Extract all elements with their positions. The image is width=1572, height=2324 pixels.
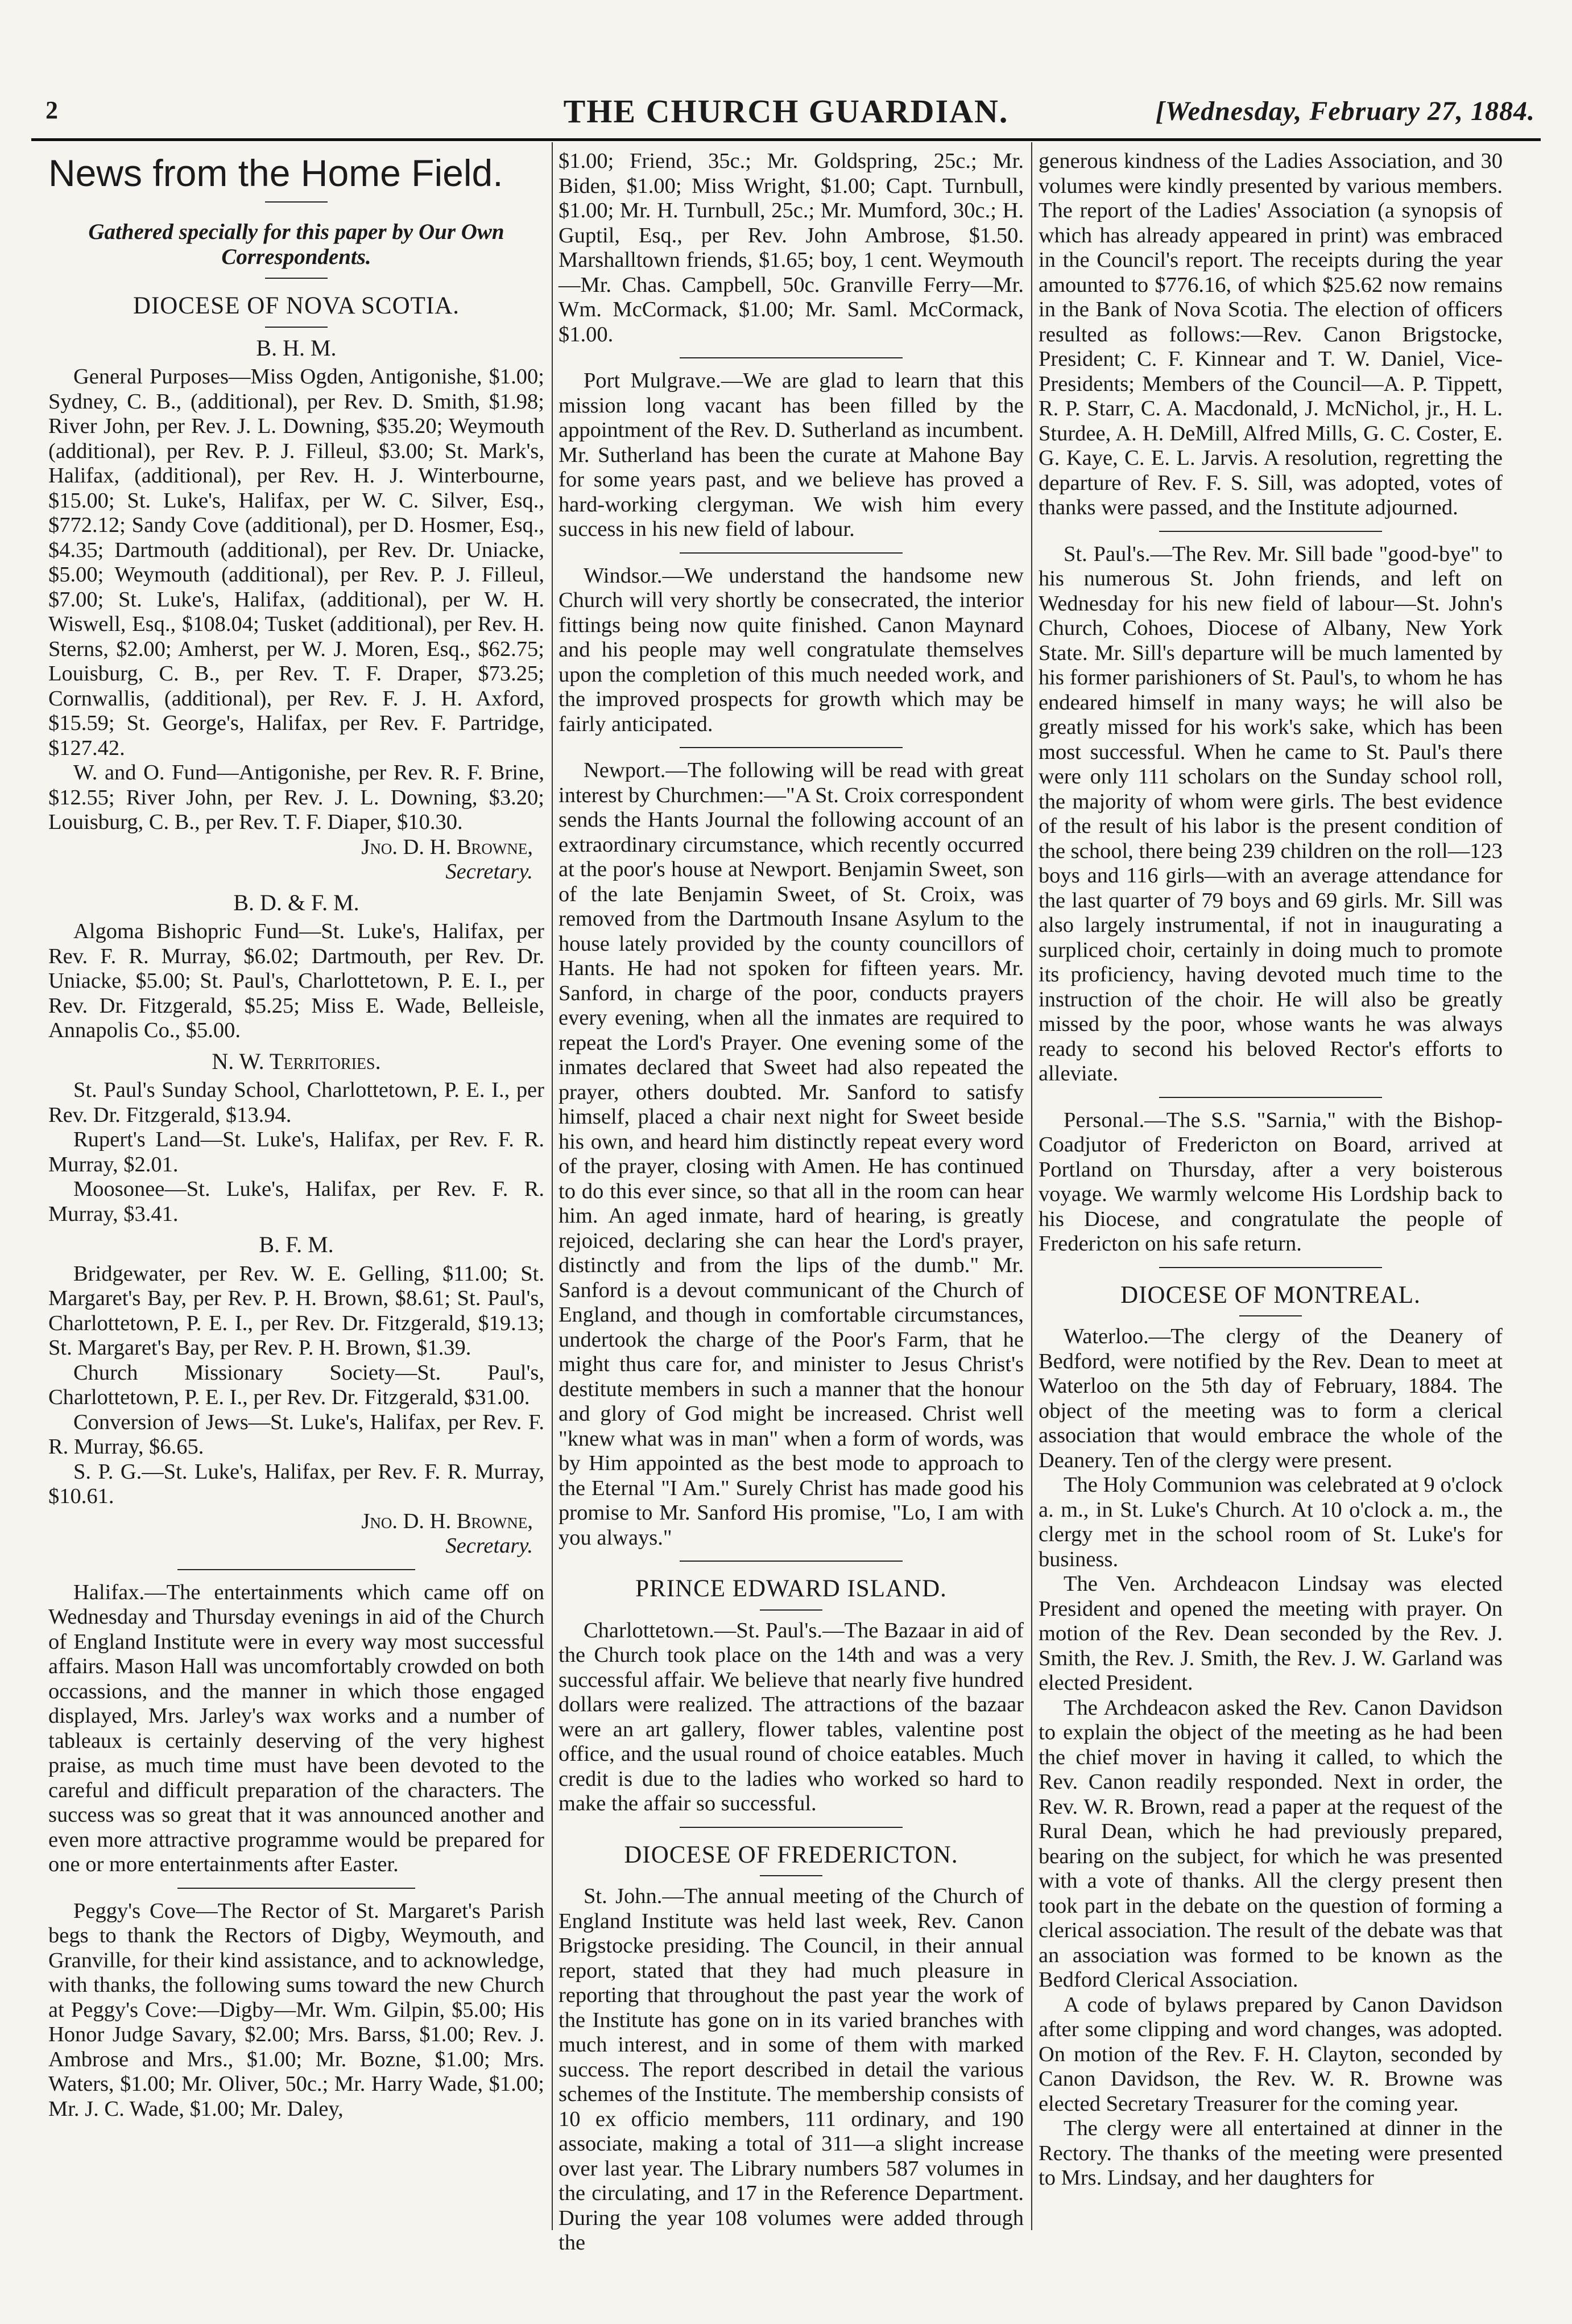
divider (265, 327, 328, 328)
paragraph: The clergy were all entertained at dinner in the Rectory. The thanks of the meeting were presented to Mrs. Lindsay, and her daughters for (1039, 2116, 1503, 2190)
divider (1159, 1097, 1382, 1098)
signature-title: Secretary. (445, 1534, 533, 1558)
paragraph: Halifax.—The entertainments which came off on Wednesday and Thursday evenings in aid of the Church of England Institute were in every way most successful affairs. Mason Hall was uncomfortably crowded on both occassions, and the manner in which those engaged displayed, Mrs. Jarley's wax works and a number of tableaux is certainly deserving of the very highest praise, as much time must have been devoted to the careful and difficult preparation of the characters. The success was so great that it was announced another and even more attractive programme would be prepared for one or more entertainments after Easter. (48, 1580, 544, 1876)
divider (680, 357, 903, 358)
divider (680, 552, 903, 554)
signature: Jno. D. H. Browne, (361, 1509, 533, 1533)
paragraph: General Purposes—Miss Ogden, Antigonishe, $1.00; Sydney, C. B., (additional), per Rev. D. Smith, $1.98; River John, per Rev. J. L. Downing, $35.20; Weymouth (additional), per Rev. P. J. Filleul, $3.00; St. Mark's, Halifax, (additional), per Rev. H. J. Winterbourne, $15.00; St. Luke's, Halifax, per W. C. Silver, Esq., $772.12; Sandy Cove (additional), per D. Hosmer, Esq., $4.35; Dartmouth (additional), per Rev. Dr. Uniacke, $5.00; Weymouth (additional), per Rev. P. J. Filleul, $7.00; St. Luke's, Halifax, (additional), per W. H. Wiswell, Esq., $108.04; Tusket (additional), per Rev. H. Sterns, $2.00; Amherst, per W. J. Moren, Esq., $62.75; Louisburg, C. B., per Rev. T. F. Draper, $73.25; Cornwallis, (additional), per Rev. F. J. H. Axford, $15.59; St. George's, Halifax, per Rev. F. Partridge, $127.42. (48, 365, 544, 760)
paragraph: Algoma Bishopric Fund—St. Luke's, Halifax, per Rev. F. R. Murray, $6.02; Dartmouth, per Rev. Dr. Uniacke, $5.00; St. Paul's, Charlottetown, P. E. I., per Rev. Dr. Fitzgerald, $5.25; Miss E. Wade, Belleisle, Annapolis Co., $5.00. (48, 919, 544, 1042)
paragraph: Bridgewater, per Rev. W. E. Gelling, $11.00; St. Margaret's Bay, per Rev. P. H. Brown, $8.61; St. Paul's, Charlottetown, P. E. I., per Rev. Dr. Fitzgerald, $19.13; St. Margaret's Bay, per Rev. P. H. Brown, $1.39. (48, 1261, 544, 1360)
divider (177, 1569, 416, 1570)
paragraph: Rupert's Land—St. Luke's, Halifax, per Rev. F. R. Murray, $2.01. (48, 1128, 544, 1177)
paragraph: $1.00; Friend, 35c.; Mr. Goldspring, 25c.; Mr. Biden, $1.00; Miss Wright, $1.00; Capt. Turnbull, $1.00; Mr. H. Turnbull, 25c.; Mr. Mumford, 30c.; H. Guptil, Esq., per Rev. John Ambrose, $1.50. Marshalltown friends, $1.65; boy, 1 cent. Weymouth—Mr. Chas. Campbell, 50c. Granville Ferry—Mr. Wm. McCormack, $1.00; Mr. Saml. McCormack, $1.00. (559, 149, 1024, 346)
divider (1239, 1315, 1302, 1316)
diocese-heading: DIOCESE OF MONTREAL. (1120, 1281, 1421, 1308)
section-title: News from the Home Field. (48, 152, 503, 194)
divider (760, 1875, 822, 1876)
paragraph: A code of bylaws prepared by Canon Davidson after some clipping and word changes, was adopted. On motion of the Rev. F. H. Clayton, seconded by Canon Davidson, the Rev. W. R. Browne was elected Secretary Treasurer for the coming year. (1039, 1992, 1503, 2116)
paragraph: W. and O. Fund—Antigonishe, per Rev. R. F. Brine, $12.55; River John, per Rev. J. L. Downing, $3.20; Louisburg, C. B., per Rev. T. F. Diaper, $10.30. (48, 761, 544, 834)
paragraph: Port Mulgrave.—We are glad to learn that this mission long vacant has been filled by the appointment of the Rev. D. Sutherland as incumbent. Mr. Sutherland has been the curate at Mahone Bay for some years past, and we believe has proved a hard-working clergyman. We wish him every success in his new field of labour. (559, 369, 1024, 541)
page-header (31, 85, 1541, 131)
fund-heading: B. H. M. (256, 335, 337, 361)
divider (265, 201, 328, 203)
divider (1159, 531, 1382, 532)
paragraph: S. P. G.—St. Luke's, Halifax, per Rev. F. R. Murray, $10.61. (48, 1459, 544, 1508)
column-divider (552, 142, 553, 2230)
paragraph: St. John.—The annual meeting of the Church of England Institute was held last week, Rev. Canon Brigstocke presiding. The Council, in their annual report, stated that they had much pleasure in reporting that throughout the past year the work of the Institute has gone on in its varied branches with much interest, and in some of them with marked success. The report described in detail the various schemes of the Institute. The membership consists of 10 ex officio members, 111 ordinary, and 190 associate, making a total of 311—a slight increase over last year. The Library numbers 587 volumes in the circulating, and 17 in the Reference Department. During the year 108 volumes were added through the (559, 1884, 1024, 2255)
paragraph: Personal.—The S.S. "Sarnia," with the Bishop-Coadjutor of Fredericton on Board, arrived at Portland on Thursday, after a very boisterous voyage. We warmly welcome His Lordship back to his Diocese, and congratulate the people of Fredericton on his safe return. (1039, 1108, 1503, 1256)
divider (177, 1888, 416, 1889)
paragraph: Newport.—The following will be read with great interest by Churchmen:—"A St. Croix correspondent sends the Hants Journal the following account of an extraordinary circumstance, which recently occurred at the poor's house at Newport. Benjamin Sweet, son of the late Benjamin Sweet, of St. Croix, was removed from the Dartmouth Insane Asylum to the house lately provided by the county councillors of Hants. He had not spoken for fifteen years. Mr. Sanford, in charge of the poor, conducts prayers every evening, when all the inmates are required to repeat the Lord's Prayer. One evening some of the inmates declared that Sweet had also repeated the prayer, others doubted. Mr. Sanford to satisfy himself, placed a chair next night for Sweet beside his own, and heard him distinctly repeat every word of the prayer, closing with Amen. He has continued to do this ever since, so that all in the room can hear him. An aged inmate, hard of hearing, is greatly rejoiced, declaring she can hear the Lord's prayer, distinctly and from the lips of the dumb." Mr. Sanford is a devout communicant of the Church of England, and though in comfortable circumstances, undertook the charge of the Poor's Farm, that he might thus care for, and minister to Jesus Christ's destitute members in such a manner that the honour and glory of God might be increased. Christ well "knew what was in man" when a form of words, was by Him appointed as the best mode to approach to the Eternal "I Am." Surely Christ has made good his promise to Mr. Sanford His promise, "Lo, I am with you always." (559, 758, 1024, 1550)
paragraph: The Holy Communion was celebrated at 9 o'clock a. m., in St. Luke's Church. At 10 o'clock a. m., the clergy met in the school room of St. Luke's for business. (1039, 1473, 1503, 1571)
divider (265, 278, 328, 279)
paragraph: generous kindness of the Ladies Association, and 30 volumes were kindly presented by various members. The report of the Ladies' Association (a synopsis of which has already appeared in print) was embraced in the Council's report. The receipts during the year amounted to $776.16, of which $25.62 now remains in the Bank of Nova Scotia. The election of officers resulted as follows:—Rev. Canon Brigstocke, President; C. F. Kinnear and T. W. Daniel, Vice-Presidents; Members of the Council—A. P. Tippett, R. P. Starr, C. A. Macdonald, J. McNichol, jr., H. L. Sturdee, A. H. DeMill, Alfred Mills, G. C. Coster, E. G. Kaye, C. E. L. Jarvis. A resolution, regretting the departure of Rev. F. S. Sill, was adopted, votes of thanks were passed, and the Institute adjourned. (1039, 149, 1503, 519)
divider (680, 1561, 903, 1562)
header-rule (31, 138, 1541, 141)
paragraph: Windsor.—We understand the handsome new Church will very shortly be consecrated, the interior fittings being now quite finished. Canon Maynard and his people may well congratulate themselves upon the completion of this much needed work, and the improved prospects for growth which may be fairly anticipated. (559, 563, 1024, 736)
diocese-heading: DIOCESE OF NOVA SCOTIA. (133, 292, 460, 319)
paragraph: Moosonee—St. Luke's, Halifax, per Rev. F. R. Murray, $3.41. (48, 1177, 544, 1226)
paragraph: Church Missionary Society—St. Paul's, Charlottetown, P. E. I., per Rev. Dr. Fitzgerald, $31.00. (48, 1360, 544, 1409)
paragraph: St. Paul's.—The Rev. Mr. Sill bade "good-bye" to his numerous St. John friends, and left on Wednesday for his new field of labour—St. John's Church, Cohoes, Diocese of Albany, New York State. Mr. Sill's departure will be much lamented by his former parishioners of St. Paul's, to whom he has endeared himself in many ways; he will also be greatly missed for his work's sake, which has been most successful. When he came to St. Paul's there were only 111 scholars on the Sunday school roll, the majority of whom were girls. The best evidence of the result of his labor is the present condition of the school, there being 239 children on the roll—123 boys and 116 girls—with an average attendance for the last quarter of 79 boys and 69 girls. Mr. Sill was also largely instrumental, if not in inaugurating a surpliced choir, certainly in doing much to promote its proficiency, having devoted much time to the instruction of the choir. He will also be greatly missed by the poor, whose wants he was always ready to second his beloved Rector's efforts to alleviate. (1039, 542, 1503, 1085)
subheading: Gathered specially for this paper by Our Own Correspondents. (88, 220, 504, 269)
paragraph: St. Paul's Sunday School, Charlottetown, P. E. I., per Rev. Dr. Fitzgerald, $13.94. (48, 1078, 544, 1127)
page-number: 2 (45, 96, 58, 124)
divider (680, 747, 903, 748)
divider (760, 1609, 822, 1611)
column-3 (1039, 149, 1503, 2231)
diocese-heading: PRINCE EDWARD ISLAND. (635, 1575, 947, 1602)
column-2 (559, 149, 1024, 2255)
paragraph: Peggy's Cove—The Rector of St. Margaret's Parish begs to thank the Rectors of Digby, Weymouth, and Granville, for their kind assistance, and to acknowledge, with thanks, the following sums toward the new Church at Peggy's Cove:—Digby—Mr. Wm. Gilpin, $5.00; His Honor Judge Savary, $2.00; Mrs. Barss, $1.00; Rev. J. Ambrose and Mrs., $1.00; Mr. Bozne, $1.00; Mrs. Waters, $1.00; Mr. Oliver, 50c.; Mr. Harry Wade, $1.00; Mr. J. C. Wade, $1.00; Mr. Daley, (48, 1898, 544, 2121)
paragraph: Charlottetown.—St. Paul's.—The Bazaar in aid of the Church took place on the 14th and was a very successful affair. We believe that nearly five hundred dollars were realized. The attractions of the bazaar were an art gallery, flower tables, valentine post office, and the usual round of choice eatables. Much credit is due to the ladies who worked so hard to make the affair so successful. (559, 1618, 1024, 1815)
fund-heading: N. W. Territories. (212, 1048, 381, 1074)
paragraph: The Archdeacon asked the Rev. Canon Davidson to explain the object of the meeting as he had been the chief mover in having it called, to which the Rev. Canon readily responded. Next in order, the Rev. W. R. Brown, read a paper at the request of the Rural Dean, which he had previously prepared, bearing on the subject, for which he was presented with a vote of thanks. All the clergy present then took part in the debate on the question of forming a clerical association. The result of the debate was that an association was formed to be known as the Bedford Clerical Association. (1039, 1695, 1503, 1992)
signature: Jno. D. H. Browne, (361, 835, 533, 859)
signature-title: Secretary. (445, 860, 533, 884)
paragraph: Waterloo.—The clergy of the Deanery of Bedford, were notified by the Rev. Dean to meet at Waterloo on the 5th day of February, 1884. The object of the meeting was to form a clerical association that would embrace the whole of the Deanery. Ten of the clergy were present. (1039, 1324, 1503, 1472)
paragraph: The Ven. Archdeacon Lindsay was elected President and opened the meeting with prayer. On motion of the Rev. Dean seconded by the Rev. J. Smith, the Rev. J. Smith, the Rev. J. W. Garland was elected President. (1039, 1572, 1503, 1695)
fund-heading: B. D. & F. M. (233, 889, 359, 915)
divider (680, 1827, 903, 1828)
fund-heading: B. F. M. (259, 1232, 334, 1257)
issue-date: [Wednesday, February 27, 1884. (1155, 96, 1535, 126)
diocese-heading: DIOCESE OF FREDERICTON. (624, 1841, 958, 1868)
divider (1159, 1267, 1382, 1268)
column-divider (1031, 142, 1032, 2230)
column-1 (48, 149, 544, 2231)
newspaper-title: THE CHURCH GUARDIAN. (563, 93, 1009, 130)
paragraph: Conversion of Jews—St. Luke's, Halifax, per Rev. F. R. Murray, $6.65. (48, 1410, 544, 1459)
